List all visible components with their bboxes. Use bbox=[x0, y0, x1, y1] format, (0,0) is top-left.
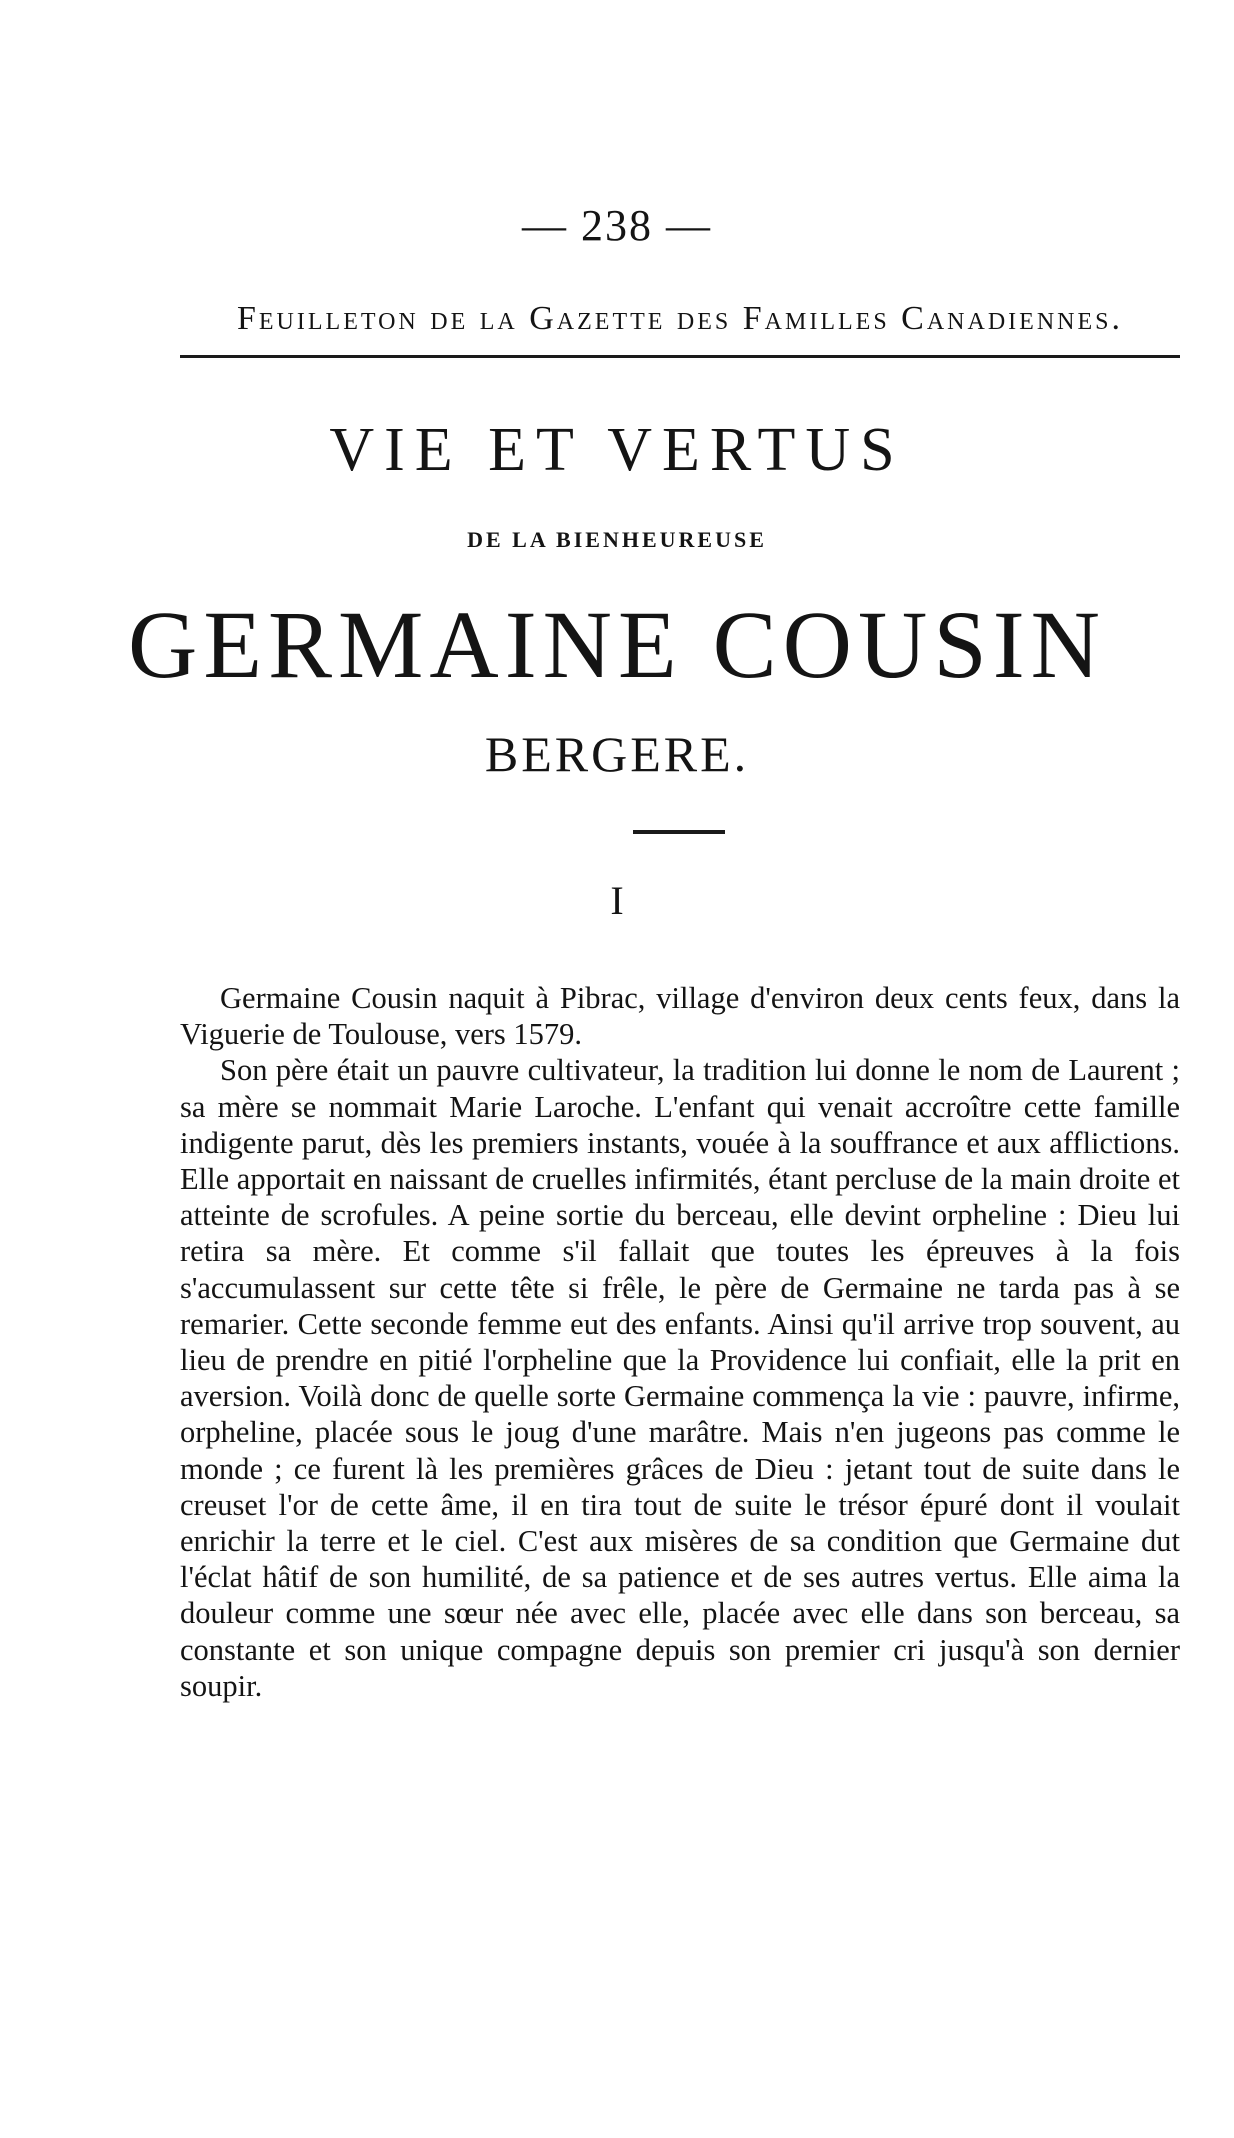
paragraph: Son père était un pauvre cultivateur, la tradition lui donne le nom de Laurent ; sa mère se nommait Marie Laroche. L'enfant qui venait accroître cette famille indigente parut, dès les premiers instants, vouée à la souffrance et aux afflictions. Elle apportait en naissant de cruelles infirmités, étant percluse de la main droite et atteinte de scrofules. A peine sortie du berceau, elle devint orpheline : Dieu lui retira sa mère. Et comme s'il fallait que toutes les épreuves à la fois s'accumulassent sur cette tête si frêle, le père de Germaine ne tarda pas à se remarier. Cette seconde femme eut des enfants. Ainsi qu'il arrive trop souvent, au lieu de prendre en pitié l'orpheline que la Providence lui confiait, elle la prit en aversion. Voilà donc de quelle sorte Germaine commença la vie : pauvre, infirme, orpheline, placée sous le joug d'une marâtre. Mais n'en jugeons pas comme le monde ; ce furent là les premières grâces de Dieu : jetant tout de suite dans le creuset l'or de cette âme, il en tira tout de suite le trésor épuré dont il voulait enrichir la terre et le ciel. C'est aux misères de sa condition que Germaine dut l'éclat hâtif de son humilité, de sa patience et de ses autres vertus. Elle aima la douleur comme une sœur née avec elle, placée avec elle dans son berceau, sa constante et son unique compagne depuis son premier cri jusqu'à son dernier soupir. bbox=[180, 1053, 1180, 1703]
running-head: Feuilleton de la Gazette des Familles Canadiennes. bbox=[236, 300, 1123, 337]
title-line-2: DE LA BIENHEUREUSE bbox=[467, 527, 767, 552]
header-rule bbox=[180, 355, 1180, 358]
section-number: I bbox=[610, 878, 624, 923]
title-line-1: VIE ET VERTUS bbox=[329, 416, 905, 484]
page-number: — 238 — bbox=[522, 201, 712, 250]
title-line-3: GERMAINE COUSIN bbox=[128, 591, 1106, 698]
body-text bbox=[180, 980, 1180, 1704]
title-line-4: BERGERE. bbox=[484, 726, 750, 782]
section-rule bbox=[633, 830, 725, 834]
paragraph: Germaine Cousin naquit à Pibrac, village d'environ deux cents feux, dans la Viguerie de Toulouse, vers 1579. bbox=[180, 981, 1180, 1052]
